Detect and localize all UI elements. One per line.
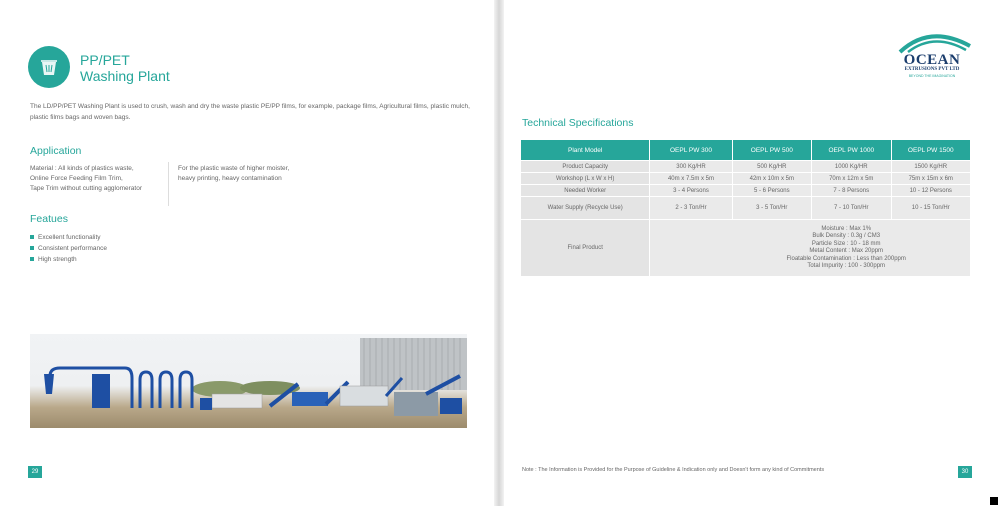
table-cell: 40m x 7.5m x 5m: [650, 173, 731, 184]
recycle-bin-icon: [28, 46, 70, 88]
features-list: [30, 232, 107, 265]
table-cell: 5 - 6 Persons: [733, 185, 811, 196]
plant-photo: [30, 334, 467, 428]
table-cell: 75m x 15m x 6m: [892, 173, 971, 184]
column-header: Plant Model: [521, 140, 649, 160]
table-cell: 70m x 12m x 5m: [812, 173, 890, 184]
table-cell: 10 - 15 Ton/Hr: [892, 197, 971, 219]
application-line: Tape Trim without cutting agglomerator: [30, 185, 142, 192]
table-row: [521, 220, 970, 276]
final-product-line: Total Impurity : 100 - 300ppm: [807, 263, 886, 269]
column-header: OEPL PW 1500: [892, 140, 971, 160]
book-spine: [494, 0, 504, 506]
application-column-2: [178, 164, 289, 184]
table-cell: 42m x 10m x 5m: [733, 173, 811, 184]
features-heading: Featues: [30, 213, 68, 225]
logo-tagline: BEYOND THE IMAGINATION: [908, 74, 956, 78]
logo-subtitle: EXTRUSIONS PVT LTD: [904, 67, 960, 72]
feature-item: Excellent functionality: [30, 232, 107, 243]
application-heading: Application: [30, 145, 82, 157]
table-cell: 7 - 8 Persons: [812, 185, 890, 196]
final-product-line: Particle Size : 10 - 18 mm: [811, 240, 881, 247]
final-product-line: Moisture : Max 1%: [821, 225, 872, 232]
row-label: Water Supply (Recycle Use): [521, 197, 649, 219]
spec-table: [520, 139, 971, 277]
table-cell: 7 - 10 Ton/Hr: [812, 197, 890, 219]
column-header: OEPL PW 300: [650, 140, 731, 160]
table-cell: 2 - 3 Ton/Hr: [650, 197, 731, 219]
column-header: OEPL PW 1000: [812, 140, 890, 160]
disclaimer-note: Note : The Information is Provided for the Purpose of Guideline & Indication only and Doesn't form any kind of Commitments: [522, 467, 825, 473]
table-row: [521, 161, 970, 172]
row-label: Workshop (L x W x H): [521, 173, 649, 184]
page-number-right: 30: [958, 466, 972, 478]
spec-heading: Technical Specifications: [522, 117, 634, 129]
application-line: Online Force Feeding Film Trim,: [30, 175, 123, 182]
column-header: OEPL PW 500: [733, 140, 811, 160]
row-label: Needed Worker: [521, 185, 649, 196]
intro-paragraph: The LD/PP/PET Washing Plant is used to crush, wash and dry the waste plastic PE/PP films, for example, package films, Agricultural films, plastic mulch, plastic films bags and woven bags.: [30, 103, 470, 121]
title-line-2: Washing Plant: [80, 68, 170, 84]
table-cell: 3 - 4 Persons: [650, 185, 731, 196]
logo-name: OCEAN: [903, 52, 961, 68]
page-title: [80, 52, 170, 84]
feature-item: Consistent performance: [30, 243, 107, 254]
application-line: For the plastic waste of higher moister,: [178, 165, 290, 172]
application-line: heavy printing, heavy contamination: [178, 175, 282, 182]
table-cell: 10 - 12 Persons: [892, 185, 971, 196]
final-product-line: Metal Content : Max 20ppm: [809, 248, 884, 254]
application-line: Material : All kinds of plastics waste,: [30, 165, 134, 172]
table-row: [521, 173, 970, 184]
table-cell: 500 Kg/HR: [733, 161, 811, 172]
application-column-1: [30, 164, 142, 194]
page-number-left: 29: [28, 466, 42, 478]
table-cell: 1500 Kg/HR: [892, 161, 971, 172]
table-cell: 3 - 5 Ton/Hr: [733, 197, 811, 219]
corner-mark: [990, 497, 998, 505]
final-product-line: Floatable Contamination : Less than 200ppm: [786, 255, 906, 262]
row-label: Final Product: [521, 220, 649, 276]
table-row: [521, 197, 970, 219]
feature-item: High strength: [30, 254, 107, 265]
table-row: [521, 185, 970, 196]
final-product-line: Bulk Density : 0.3g / CM3: [812, 233, 881, 239]
final-product-cell: [650, 220, 970, 276]
row-label: Product Capacity: [521, 161, 649, 172]
table-cell: 300 Kg/HR: [650, 161, 731, 172]
table-cell: 1000 Kg/HR: [812, 161, 890, 172]
column-divider: [168, 162, 169, 206]
table-header-row: [521, 140, 970, 160]
title-line-1: PP/PET: [80, 52, 130, 68]
